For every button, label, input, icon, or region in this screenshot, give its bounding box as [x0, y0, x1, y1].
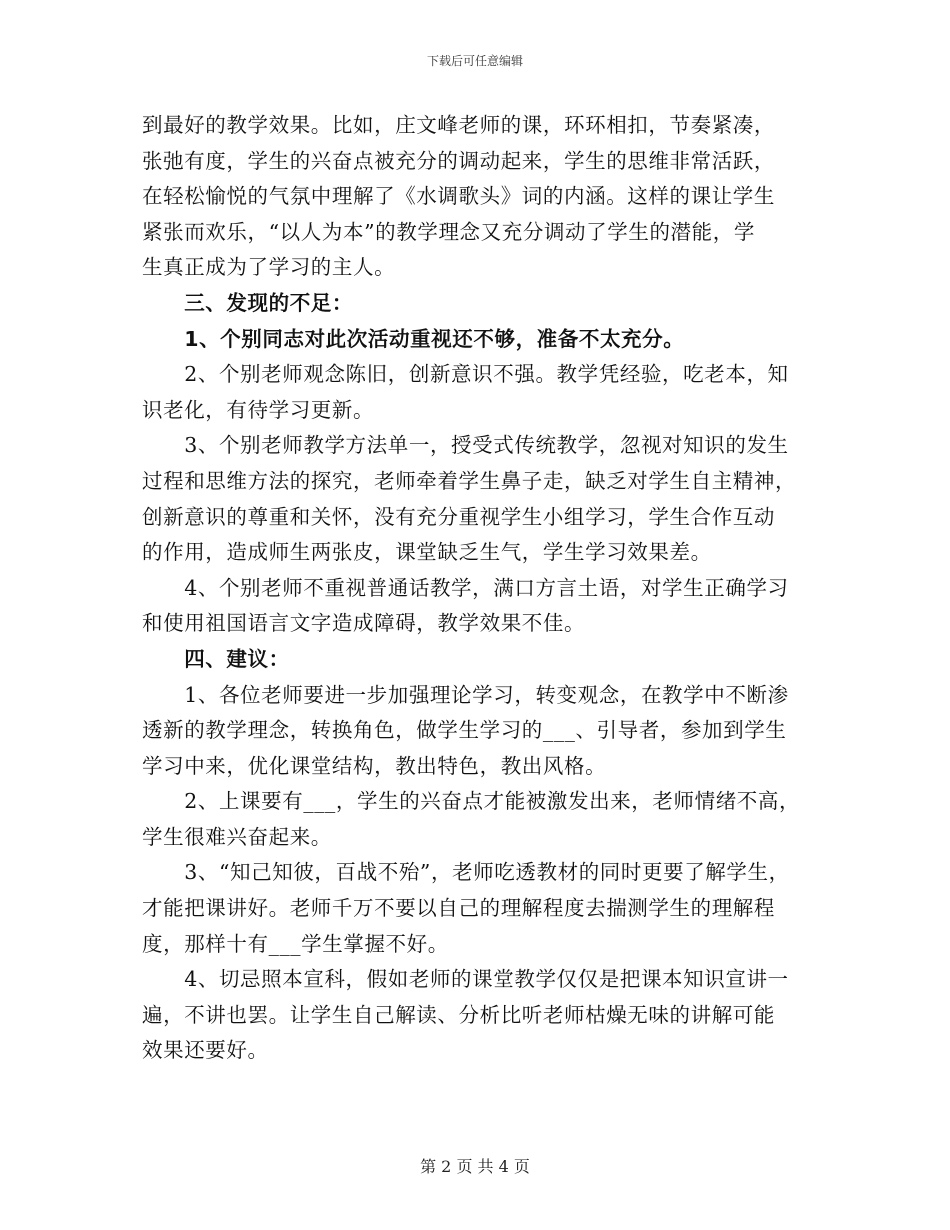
- document-body: [142, 108, 822, 1069]
- text-line: 遍，不讲也罢。让学生自己解读、分析比听老师枯燥无味的讲解可能: [142, 1002, 775, 1027]
- suggestion-item-1: [142, 678, 822, 785]
- text-line: 张弛有度，学生的兴奋点被充分的调动起来，学生的思维非常活跃，: [142, 148, 775, 173]
- text-line: 学生很难兴奋起来。: [142, 824, 332, 849]
- text-line: 的作用，造成师生两张皮，课堂缺乏生气，学生学习效果差。: [142, 540, 712, 565]
- text-line: 识老化，有待学习更新。: [142, 397, 375, 422]
- text-line: 透新的教学理念，转换角色，做学生学习的___、引导者，参加到学生: [142, 718, 787, 743]
- page-number-footer: 第 2 页 共 4 页: [420, 1157, 530, 1176]
- text-line: 1、各位老师要进一步加强理论学习，转变观念，在教学中不断渗: [142, 682, 789, 707]
- text-line: 度，那样十有___学生掌握不好。: [142, 931, 449, 956]
- shortcoming-item-1: 1、个别同志对此次活动重视还不够，准备不太充分。: [142, 326, 685, 351]
- suggestion-item-2: [142, 784, 822, 855]
- text-line: 创新意识的尊重和关怀，没有充分重视学生小组学习，学生合作互动: [142, 504, 775, 529]
- text-line: 3、“知己知彼，百战不殆”，老师吃透教材的同时更要了解学生，: [142, 860, 790, 885]
- shortcoming-item-4: [142, 571, 822, 642]
- shortcoming-item-2: [142, 357, 822, 428]
- text-line: 3、个别老师教学方法单一，授受式传统教学，忽视对知识的发生: [142, 433, 789, 458]
- text-line: 和使用祖国语言文字造成障碍，教学效果不佳。: [142, 611, 586, 636]
- text-line: 学习中来，优化课堂结构，教出特色，教出风格。: [142, 753, 607, 778]
- suggestion-item-3: [142, 855, 822, 962]
- text-line: 4、个别老师不重视普通话教学，满口方言土语，对学生正确学习: [142, 575, 789, 600]
- text-line: 过程和思维方法的探究，老师牵着学生鼻子走，缺乏对学生自主精神，: [142, 468, 797, 493]
- paragraph-teaching-effect: [142, 108, 822, 286]
- shortcoming-item-3: [142, 428, 822, 570]
- page-header: 下载后可任意编辑: [426, 54, 523, 68]
- text-line: 在轻松愉悦的气氛中理解了《水调歌头》词的内涵。这样的课让学生: [142, 184, 775, 209]
- text-line: 生真正成为了学习的主人。: [142, 255, 396, 280]
- text-line: 2、个别老师观念陈旧，创新意识不强。教学凭经验，吃老本，知: [142, 362, 789, 387]
- text-line: 到最好的教学效果。比如，庄文峰老师的课，环环相扣，节奏紧凑，: [142, 113, 775, 137]
- section-heading-shortcomings: 三、发现的不足：: [142, 290, 353, 315]
- text-line: 2、上课要有___，学生的兴奋点才能被激发出来，老师情绪不高，: [142, 789, 801, 814]
- suggestion-item-4: [142, 962, 822, 1069]
- text-line: 效果还要好。: [142, 1038, 269, 1063]
- text-line: 紧张而欢乐，“以人为本”的教学理念又充分调动了学生的潜能，学: [142, 219, 755, 244]
- section-heading-suggestions: 四、建议：: [142, 646, 290, 671]
- text-line: 4、切忌照本宣科，假如老师的课堂教学仅仅是把课本知识宣讲一: [142, 967, 789, 992]
- text-line: 才能把课讲好。老师千万不要以自己的理解程度去揣测学生的理解程: [142, 896, 775, 921]
